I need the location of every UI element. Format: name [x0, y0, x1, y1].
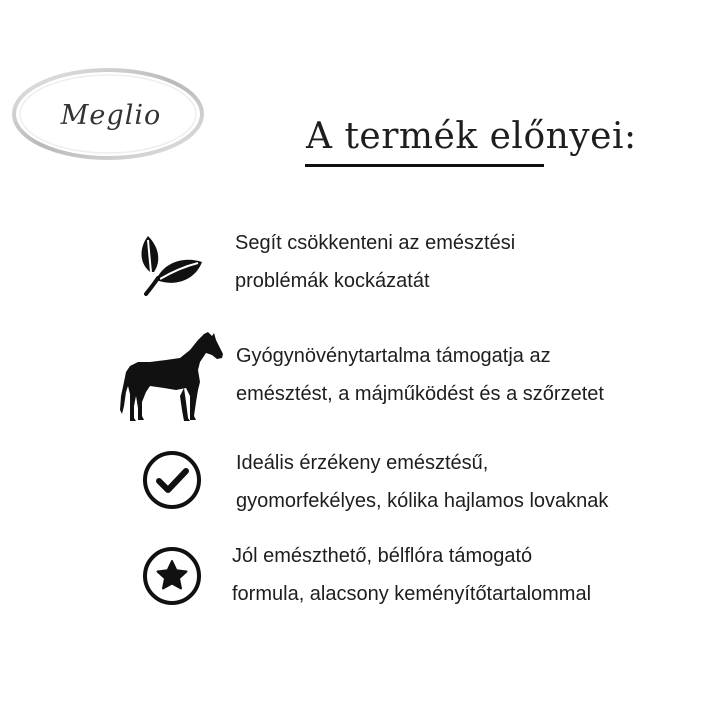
benefit-1-line-2: problémák kockázatát [235, 270, 430, 292]
leaf-icon [134, 232, 204, 296]
star-circle-icon [142, 546, 202, 606]
benefit-3-line-1: Ideális érzékeny emésztésű, [236, 452, 489, 474]
benefit-2-line-2: emésztést, a májműködést és a szőrzetet [236, 383, 604, 405]
benefit-4-line-1: Jól emészthető, bélflóra támogató [232, 545, 533, 567]
benefit-2-line-1: Gyógynövénytartalma támogatja az [236, 345, 551, 367]
logo-text: Meglio [60, 99, 162, 131]
horse-icon [120, 330, 224, 422]
benefit-4-line-2: formula, alacsony keményítőtartalommal [232, 583, 592, 605]
meglio-logo [10, 66, 206, 162]
title-underline [305, 164, 544, 167]
benefit-text-3 [236, 444, 608, 520]
benefit-text-1 [235, 224, 515, 300]
checkmark-circle-icon [142, 450, 202, 510]
page-title: A termék előnyei: [306, 116, 637, 157]
benefit-text-4 [232, 537, 591, 613]
benefit-1-line-1: Segít csökkenteni az emésztési [235, 232, 516, 254]
benefit-3-line-2: gyomorfekélyes, kólika hajlamos lovaknak [236, 490, 609, 512]
benefit-text-2 [236, 337, 604, 413]
